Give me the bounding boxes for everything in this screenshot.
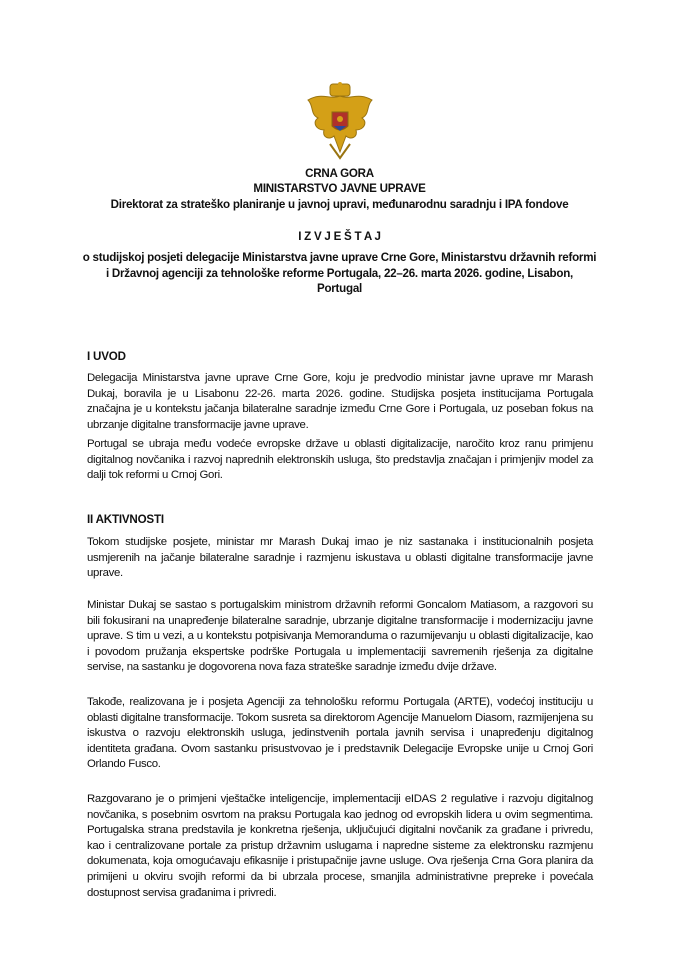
ministry-name: MINISTARSTVO JAVNE UPRAVE — [253, 182, 426, 195]
country-name: CRNA GORA — [305, 167, 374, 180]
coat-of-arms-icon — [300, 82, 380, 162]
paragraph: Takođe, realizovana je i posjeta Agenciji za tehnološku reformu Portugala (ARTE), vodećoj instituciju u oblasti digitalne transformacije. Tokom susreta sa direktorom Agencije Manuelom Diasom, razmijenjena su iskustva o razvoju elektronskih usluga, jedinstvenih portala javnih servisa i unapređenju digitalnog identiteta građana. Ovom sastanku prisustvovao je i predstavnik Delegacije Evropske unije u Crnoj Gori Orlando Fusco. — [87, 696, 593, 771]
section-heading: I UVOD — [87, 350, 126, 363]
paragraph: Portugal se ubraja među vodeće evropske države u oblasti digitalizacije, naročito kroz ranu primjenu digitalnog novčanika i razvoj naprednih elektronskih usluga, što predstavlja značajan i primjenjiv model za dalji tok reformi u Crnoj Gori. — [87, 438, 593, 482]
paragraph: Ministar Dukaj se sastao s portugalskim ministrom državnih reformi Goncalom Matiasom, a razgovori su bili fokusirani na unapređenje bilateralne saradnje, ubrzanje digitalne transformacije i modernizaciju javne uprave. S tim u vezi, a u kontekstu potpisivanja Memoranduma o razumijevanju u oblasti digitalizacije, kao i povodom pružanja ekspertske podrške Portugala u implementaciji savremenih rješenja za digitalne servise, na sastanku je dogovorena nova faza strateške saradnje između dvije države. — [87, 599, 593, 674]
document-type: I Z V J E Š T A J — [298, 230, 381, 243]
paragraph: Razgovarano je o primjeni vještačke inteligencije, implementaciji eIDAS 2 regulative i razvoju digitalnog novčanika, s posebnim osvrtom na praksu Portugala kao jednog od evropskih lidera u ovim segmentima. Portugalska strana predstavila je konkretna rješenja, uključujući digitalni novčanik za građane i privredu, kao i centralizovane portale za pristup državnim uslugama i napredne sisteme za elektronsku razmjenu dokumenata, koja omogućavaju efikasnije i pristupačnije javne usluge. Ova rješenja Crna Gora planira da primijeni u okviru svojih reformi da bi ubrzala procese, smanjila administrativne prepreke i povećala dostupnost servisa građanima i privredi. — [87, 793, 593, 899]
paragraph: Delegacija Ministarstva javne uprave Crne Gore, koju je predvodio ministar javne uprave mr Marash Dukaj, boravila je u Lisabonu 22-26. marta 2026. godine. Studijska posjeta institucijama Portugala značajna je u kontekstu jačanja bilateralne saradnje između Crne Gore i Portugala, uz poseban fokus na ubrzanje digitalne transformacije javne uprave. — [87, 372, 593, 431]
paragraph: Tokom studijske posjete, ministar mr Marash Dukaj imao je niz sastanaka i institucionalnih posjeta usmjerenih na jačanje bilateralne saradnje i razmjenu iskustava u oblasti digitalne transformacije javne uprave. — [87, 536, 593, 580]
directorate-name: Direktorat za strateško planiranje u javnoj upravi, međunarodnu saradnju i IPA fondove — [110, 198, 569, 211]
section-heading: II AKTIVNOSTI — [87, 513, 164, 526]
document-subtitle: o studijskoj posjeti delegacije Ministarstva javne uprave Crne Gore, Ministarstvu državnih reformi i Državnoj agenciji za tehnološke reforme Portugala, 22–26. marta 2026. godine, Lisabon, Portugal — [82, 251, 597, 295]
